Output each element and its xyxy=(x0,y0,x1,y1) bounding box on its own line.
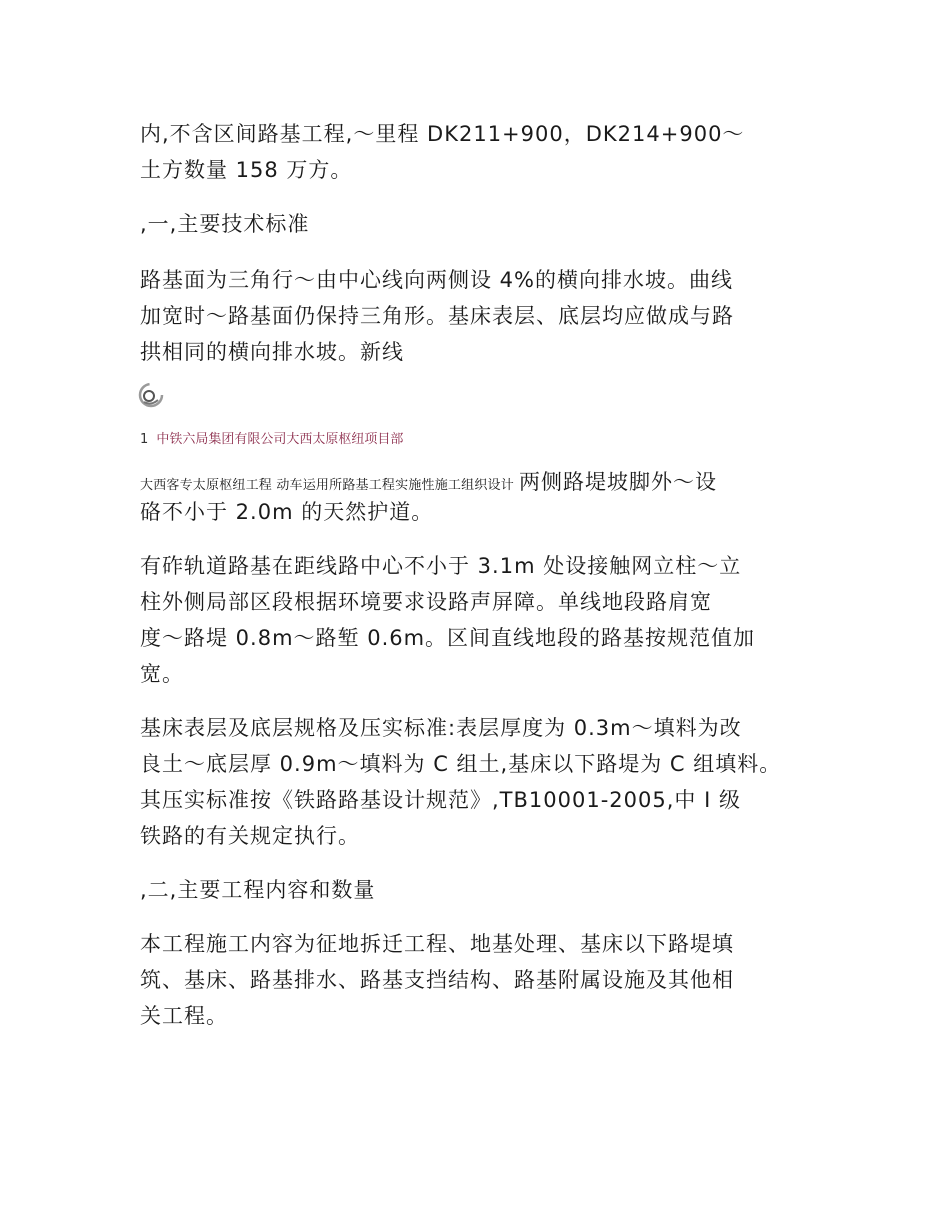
text-line: 度～路堤 0.8m～路堑 0.6m。区间直线地段的路基按规范值加 xyxy=(140,626,756,650)
paragraph-berm xyxy=(140,494,820,530)
section-heading-technical-standards: ,一,主要技术标准 xyxy=(140,212,310,236)
text-line: 拱相同的横向排水坡。新线 xyxy=(140,340,404,364)
text-line: 宽。 xyxy=(140,662,184,686)
text-line: 良土～底层厚 0.9m～填料为 C 组土,基床以下路堤为 C 组填料。 xyxy=(140,752,782,776)
text-line: 基床表层及底层规格及压实标准:表层厚度为 0.3m～填料为改 xyxy=(140,716,742,740)
text-line: 加宽时～路基面仍保持三角形。基床表层、底层均应做成与路 xyxy=(140,304,734,328)
company-logo-icon xyxy=(138,382,164,408)
text-line: 铁路的有关规定执行。 xyxy=(140,824,360,848)
paragraph-scope xyxy=(140,116,820,188)
paragraph-work-scope xyxy=(140,926,820,1034)
text-line: 其压实标准按《铁路路基设计规范》,TB10001-2005,中 I 级 xyxy=(140,788,741,812)
paragraph-ballast-track xyxy=(140,548,820,692)
running-header-row xyxy=(140,466,840,496)
text-line: 内,不含区间路基工程,～里程 DK211+900，DK214+900～ xyxy=(140,122,745,146)
text-line: 硌不小于 2.0m 的天然护道。 xyxy=(140,500,434,524)
text-line: 路基面为三角行～由中心线向两侧设 4%的横向排水坡。曲线 xyxy=(140,268,733,292)
text-line: 筑、基床、路基排水、路基支挡结构、路基附属设施及其他相 xyxy=(140,968,734,992)
page-footer xyxy=(140,430,403,450)
paragraph-subgrade-surface xyxy=(140,262,820,370)
page-number: 1 xyxy=(140,432,149,447)
paragraph-compaction-standard xyxy=(140,710,820,854)
running-header-title: 大西客专太原枢纽工程 动车运用所路基工程实施性施工组织设计 xyxy=(140,478,514,493)
section-heading-work-content: ,二,主要工程内容和数量 xyxy=(140,878,376,902)
text-line: 土方数量 158 万方。 xyxy=(140,158,353,182)
footer-company-name: 中铁六局集团有限公司大西太原枢纽项目部 xyxy=(156,432,404,447)
text-continuation: 两侧路堤坡脚外～设 xyxy=(519,470,718,494)
text-line: 柱外侧局部区段根据环境要求设路声屏障。单线地段路肩宽 xyxy=(140,590,712,614)
text-line: 有砟轨道路基在距线路中心不小于 3.1m 处设接触网立柱～立 xyxy=(140,554,742,578)
text-line: 关工程。 xyxy=(140,1004,228,1028)
text-line: 本工程施工内容为征地拆迁工程、地基处理、基床以下路堤填 xyxy=(140,932,734,956)
